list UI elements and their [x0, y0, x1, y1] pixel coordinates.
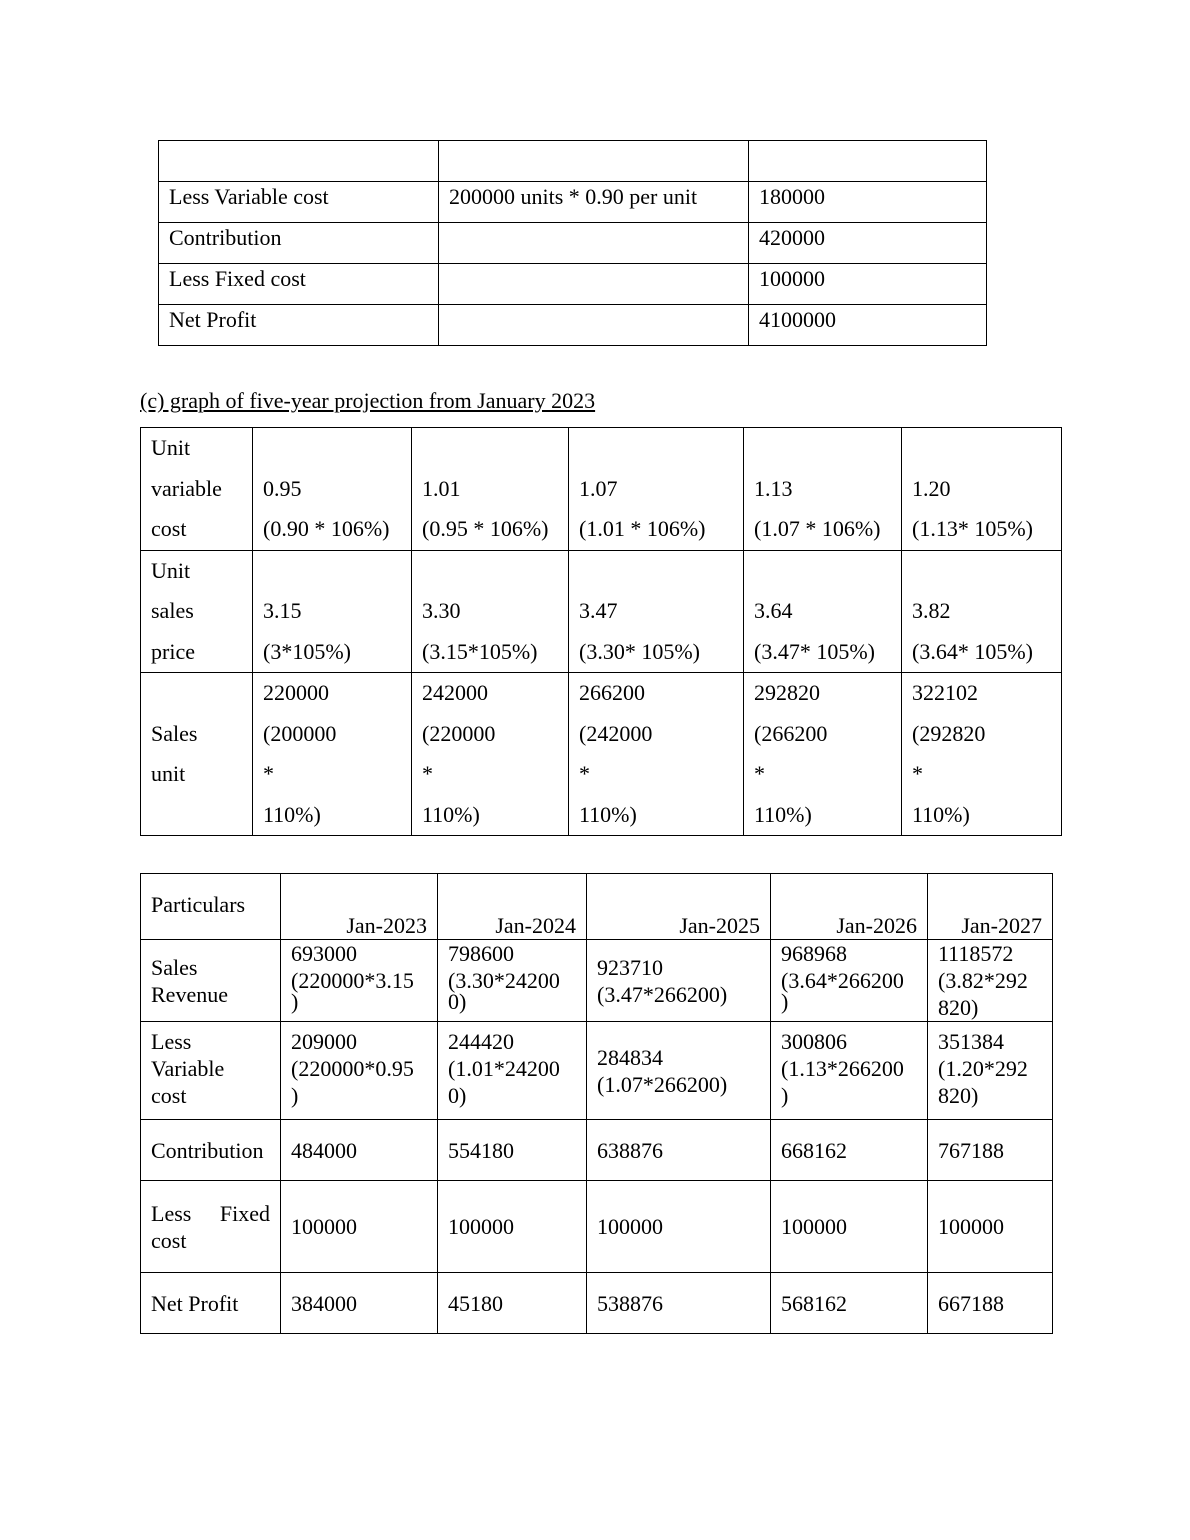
table-cell: 100000	[281, 1181, 438, 1273]
table-cell: 384000	[281, 1273, 438, 1334]
table-cell: 284834 (1.07*266200)	[587, 1022, 771, 1120]
table-row	[141, 1273, 1053, 1334]
table-cell: 3.82 (3.64* 105%)	[902, 550, 1062, 673]
table-cell: 100000	[587, 1181, 771, 1273]
projection-table	[140, 873, 1053, 1334]
table-row	[159, 305, 987, 346]
table-cell: 100000	[749, 264, 987, 305]
table-cell: 100000	[771, 1181, 928, 1273]
table-cell	[439, 305, 749, 346]
table-cell: 568162	[771, 1273, 928, 1334]
table-cell: 4100000	[749, 305, 987, 346]
table-cell: 767188	[928, 1120, 1053, 1181]
table-row	[159, 264, 987, 305]
column-header: Particulars	[141, 874, 281, 940]
table-cell	[439, 141, 749, 182]
row-label: Sales Revenue	[141, 940, 281, 1022]
table-cell: 242000 (220000 * 110%)	[412, 673, 569, 836]
column-header: Jan-2026	[771, 874, 928, 940]
table-cell: 3.47 (3.30* 105%)	[569, 550, 744, 673]
section-heading: (c) graph of five-year projection from January 2023	[140, 388, 596, 413]
table-cell: 351384 (1.20*292 820)	[928, 1022, 1053, 1120]
column-header: Jan-2025	[587, 874, 771, 940]
table-row	[141, 550, 1062, 673]
table-header-row	[141, 874, 1053, 940]
table-row	[141, 940, 1053, 1022]
table-row	[141, 673, 1062, 836]
table-cell	[749, 141, 987, 182]
row-label: Less Fixed cost	[141, 1181, 281, 1273]
table-cell: 1.13 (1.07 * 106%)	[744, 428, 902, 551]
table-cell: 200000 units * 0.90 per unit	[439, 182, 749, 223]
column-header: Jan-2027	[928, 874, 1053, 940]
table-cell: 45180	[438, 1273, 587, 1334]
table-cell	[439, 223, 749, 264]
table-cell: 3.64 (3.47* 105%)	[744, 550, 902, 673]
table-cell: 484000	[281, 1120, 438, 1181]
column-header: Jan-2024	[438, 874, 587, 940]
row-label: Net Profit	[141, 1273, 281, 1334]
profit-statement-table	[158, 140, 987, 346]
row-label: Contribution	[159, 223, 439, 264]
table-cell: 100000	[928, 1181, 1053, 1273]
table-cell: 100000	[438, 1181, 587, 1273]
table-cell: 1.07 (1.01 * 106%)	[569, 428, 744, 551]
table-cell	[439, 264, 749, 305]
assumptions-table	[140, 427, 1062, 836]
table-cell: 3.15 (3*105%)	[253, 550, 412, 673]
table-cell: 667188	[928, 1273, 1053, 1334]
table-row	[159, 141, 987, 182]
table-cell: 3.30 (3.15*105%)	[412, 550, 569, 673]
table-cell: 0.95 (0.90 * 106%)	[253, 428, 412, 551]
table-cell: 1.01 (0.95 * 106%)	[412, 428, 569, 551]
table-row	[159, 182, 987, 223]
table-cell: 292820 (266200 * 110%)	[744, 673, 902, 836]
table-cell: 554180	[438, 1120, 587, 1181]
table-row	[141, 1120, 1053, 1181]
table-row	[141, 1022, 1053, 1120]
row-label: Less Variable cost	[141, 1022, 281, 1120]
table-cell: 798600 (3.30*24200 0)	[438, 940, 587, 1022]
table-cell: 693000 (220000*3.15 )	[281, 940, 438, 1022]
row-label: Unit variable cost	[141, 428, 253, 551]
table-cell	[159, 141, 439, 182]
row-label: Contribution	[141, 1120, 281, 1181]
table-cell: 209000 (220000*0.95 )	[281, 1022, 438, 1120]
table-cell: 923710 (3.47*266200)	[587, 940, 771, 1022]
row-label: Net Profit	[159, 305, 439, 346]
row-label: Less Fixed cost	[159, 264, 439, 305]
table-cell: 266200 (242000 * 110%)	[569, 673, 744, 836]
table-cell: 220000 (200000 * 110%)	[253, 673, 412, 836]
table-cell: 1118572 (3.82*292 820)	[928, 940, 1053, 1022]
row-label: Less Variable cost	[159, 182, 439, 223]
table-cell: 322102 (292820 * 110%)	[902, 673, 1062, 836]
table-cell: 300806 (1.13*266200 )	[771, 1022, 928, 1120]
row-label: Sales unit	[141, 673, 253, 836]
table-row	[159, 223, 987, 264]
table-row	[141, 1181, 1053, 1273]
table-cell: 538876	[587, 1273, 771, 1334]
table-cell: 668162	[771, 1120, 928, 1181]
table-cell: 180000	[749, 182, 987, 223]
table-cell: 244420 (1.01*24200 0)	[438, 1022, 587, 1120]
table-cell: 1.20 (1.13* 105%)	[902, 428, 1062, 551]
table-cell: 968968 (3.64*266200 )	[771, 940, 928, 1022]
table-cell: 638876	[587, 1120, 771, 1181]
table-row	[141, 428, 1062, 551]
table-cell: 420000	[749, 223, 987, 264]
row-label: Unit sales price	[141, 550, 253, 673]
column-header: Jan-2023	[281, 874, 438, 940]
